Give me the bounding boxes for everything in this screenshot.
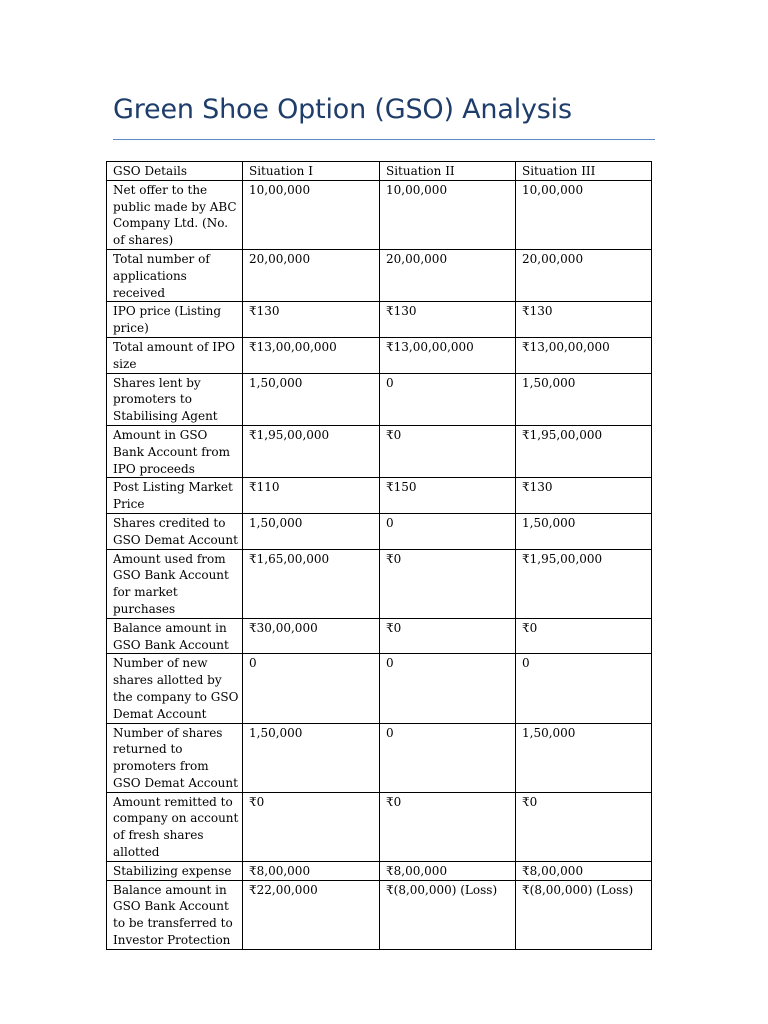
situation-2-cell: ₹(8,00,000) (Loss) (380, 880, 516, 949)
situation-1-cell: 1,50,000 (243, 723, 380, 792)
situation-2-cell: 0 (380, 373, 516, 425)
situation-1-cell: ₹13,00,00,000 (243, 337, 380, 373)
situation-1-cell: ₹30,00,000 (243, 618, 380, 654)
table-row (107, 792, 652, 861)
situation-1-cell: ₹8,00,000 (243, 861, 380, 880)
table-row (107, 425, 652, 477)
situation-3-cell: 1,50,000 (516, 513, 652, 549)
situation-1-cell: ₹0 (243, 792, 380, 861)
row-label-cell: Amount remitted to company on account of fresh shares allotted (107, 792, 243, 861)
situation-1-cell: 10,00,000 (243, 180, 380, 249)
situation-1-cell: ₹22,00,000 (243, 880, 380, 949)
row-label-cell: Number of shares returned to promoters from GSO Demat Account (107, 723, 243, 792)
situation-1-cell: 20,00,000 (243, 249, 380, 301)
situation-2-cell: ₹0 (380, 425, 516, 477)
header-situation-1: Situation I (243, 162, 380, 181)
title-underline (113, 139, 655, 140)
gso-analysis-table (106, 161, 652, 950)
row-label-cell: Total number of applications received (107, 249, 243, 301)
situation-2-cell: ₹8,00,000 (380, 861, 516, 880)
situation-3-cell: 0 (516, 654, 652, 723)
header-situation-3: Situation III (516, 162, 652, 181)
table-row (107, 618, 652, 654)
row-label-cell: Net offer to the public made by ABC Company Ltd. (No. of shares) (107, 180, 243, 249)
situation-1-cell: ₹1,95,00,000 (243, 425, 380, 477)
situation-2-cell: ₹0 (380, 792, 516, 861)
situation-1-cell: 0 (243, 654, 380, 723)
situation-2-cell: ₹150 (380, 478, 516, 514)
situation-2-cell: 0 (380, 513, 516, 549)
situation-3-cell: 10,00,000 (516, 180, 652, 249)
table-row (107, 513, 652, 549)
situation-1-cell: ₹130 (243, 302, 380, 338)
document-title: Green Shoe Option (GSO) Analysis (113, 94, 572, 125)
table-row (107, 373, 652, 425)
situation-3-cell: ₹1,95,00,000 (516, 425, 652, 477)
row-label-cell: IPO price (Listing price) (107, 302, 243, 338)
table-row (107, 478, 652, 514)
situation-2-cell: 0 (380, 723, 516, 792)
situation-2-cell: ₹13,00,00,000 (380, 337, 516, 373)
table-row (107, 723, 652, 792)
table-row (107, 549, 652, 618)
situation-2-cell: ₹0 (380, 549, 516, 618)
table-body (107, 162, 652, 950)
header-situation-2: Situation II (380, 162, 516, 181)
table-row (107, 337, 652, 373)
row-label-cell: Post Listing Market Price (107, 478, 243, 514)
row-label-cell: Amount in GSO Bank Account from IPO proceeds (107, 425, 243, 477)
situation-3-cell: 20,00,000 (516, 249, 652, 301)
table-header-row (107, 162, 652, 181)
situation-2-cell: 20,00,000 (380, 249, 516, 301)
row-label-cell: Shares lent by promoters to Stabilising Agent (107, 373, 243, 425)
row-label-cell: Shares credited to GSO Demat Account (107, 513, 243, 549)
table-row (107, 861, 652, 880)
situation-3-cell: ₹(8,00,000) (Loss) (516, 880, 652, 949)
situation-3-cell: ₹8,00,000 (516, 861, 652, 880)
situation-1-cell: ₹1,65,00,000 (243, 549, 380, 618)
situation-3-cell: ₹130 (516, 478, 652, 514)
situation-1-cell: 1,50,000 (243, 513, 380, 549)
row-label-cell: Balance amount in GSO Bank Account (107, 618, 243, 654)
row-label-cell: Amount used from GSO Bank Account for market purchases (107, 549, 243, 618)
situation-3-cell: 1,50,000 (516, 373, 652, 425)
row-label-cell: Total amount of IPO size (107, 337, 243, 373)
situation-1-cell: 1,50,000 (243, 373, 380, 425)
row-label-cell: Number of new shares allotted by the company to GSO Demat Account (107, 654, 243, 723)
table-row (107, 654, 652, 723)
table-row (107, 249, 652, 301)
situation-2-cell: 0 (380, 654, 516, 723)
row-label-cell: Balance amount in GSO Bank Account to be transferred to Investor Protection (107, 880, 243, 949)
situation-1-cell: ₹110 (243, 478, 380, 514)
situation-3-cell: ₹130 (516, 302, 652, 338)
situation-3-cell: ₹0 (516, 618, 652, 654)
table-row (107, 880, 652, 949)
situation-3-cell: ₹13,00,00,000 (516, 337, 652, 373)
table-row (107, 180, 652, 249)
header-gso-details: GSO Details (107, 162, 243, 181)
table-row (107, 302, 652, 338)
situation-3-cell: ₹0 (516, 792, 652, 861)
situation-2-cell: ₹0 (380, 618, 516, 654)
situation-3-cell: ₹1,95,00,000 (516, 549, 652, 618)
row-label-cell: Stabilizing expense (107, 861, 243, 880)
situation-2-cell: 10,00,000 (380, 180, 516, 249)
situation-2-cell: ₹130 (380, 302, 516, 338)
situation-3-cell: 1,50,000 (516, 723, 652, 792)
